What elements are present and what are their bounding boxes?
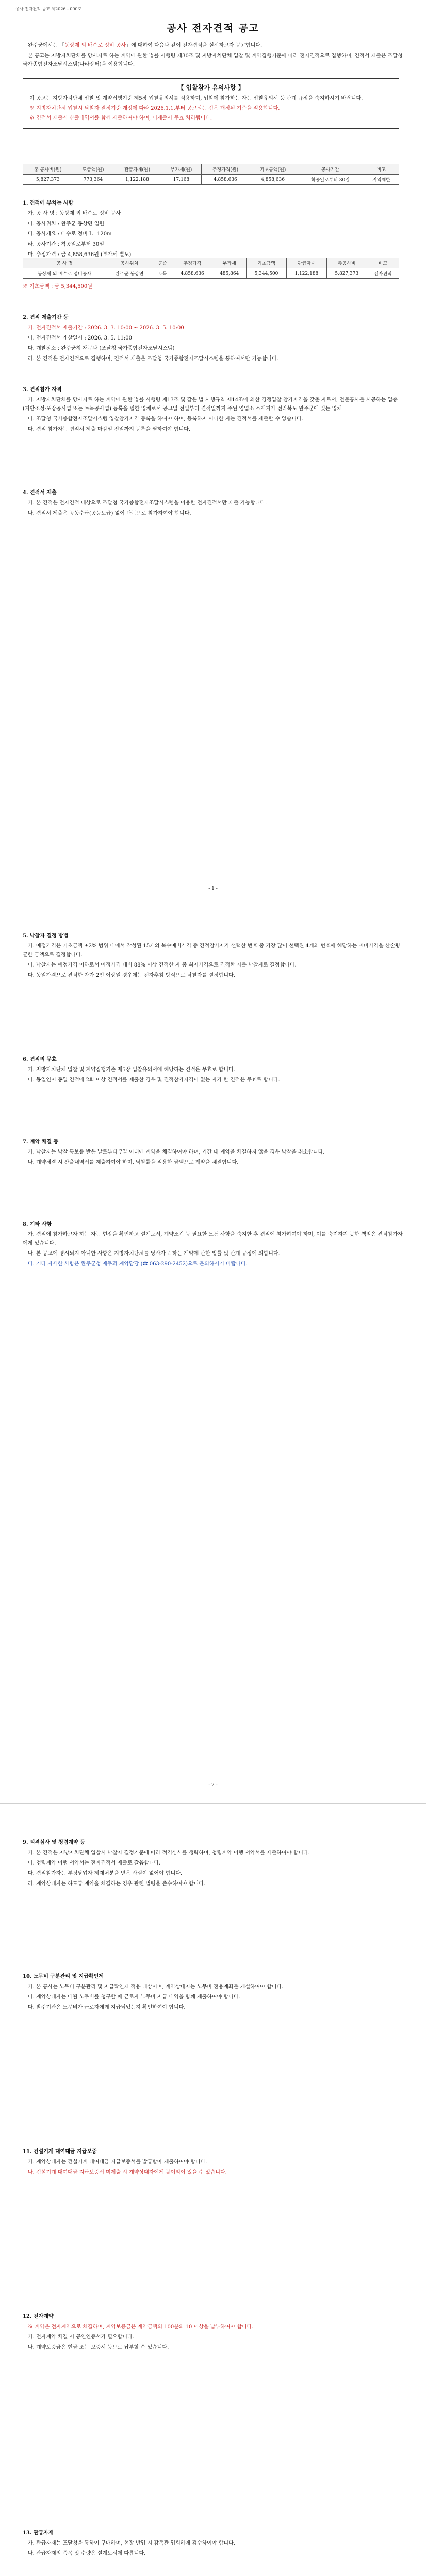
section-4 [23, 484, 403, 519]
table-header: 기초금액(원) [249, 164, 297, 175]
table-header: 총공사비 [326, 258, 367, 268]
section-heading: 7. 계약 체결 등 [23, 1139, 59, 1145]
section-paragraph: 가. 본 견적은 전자견적 대상으로 조달청 국가종합전자조달시스템을 이용한 전자견적서만 제출 가능합니다. [28, 500, 267, 506]
table-cell: 동상제 외 배수로 정비공사 [23, 268, 106, 279]
section-paragraph: 가. 지방자치단체 입찰 및 계약집행기준 제5장 입찰유의서에 해당하는 견적은 무효로 합니다. [28, 1067, 235, 1073]
section-item: 라. 본 견적은 전자견적으로 집행하며, 견적서 제출은 조달청 국가종합전자조달시스템을 통하여서만 가능합니다. [28, 356, 278, 362]
section-item: 다. 개찰장소 : 완주군청 재무과 (조달청 국가종합전자조달시스템) [28, 346, 175, 351]
table-header: 공사기간 [297, 164, 364, 175]
section-heading: 8. 기타 사항 [23, 1222, 52, 1227]
section-1 [23, 195, 403, 261]
table-cell: 4,858,636 [249, 175, 297, 185]
table-cell: 전자견적 [367, 268, 399, 279]
section-paragraph: 라. 계약상대자는 하도급 계약을 체결하는 경우 관련 법령을 준수하여야 합니다. [28, 1881, 206, 1887]
caution-item: 이 공고는 지방자치단체 입찰 및 계약집행기준 제5장 입찰유의서를 적용하며, 입찰에 참가하는 자는 입찰유의서 등 관계 규정을 숙지하시기 바랍니다. [29, 96, 363, 101]
table-cell: 5,344,500 [247, 268, 287, 279]
table-cell: 4,858,636 [202, 175, 249, 185]
section-paragraph: 다. 동일가격으로 견적한 자가 2인 이상일 경우에는 전자추첨 방식으로 낙찰자를 결정합니다. [28, 973, 235, 978]
table-cell: 1,122,188 [286, 268, 326, 279]
project-name-highlight: 동상제 외 배수로 정비 공사 [64, 43, 126, 48]
section-item: 마. 추정가격 : 금 4,858,636원 (부가세 별도) [28, 252, 132, 258]
page-number: - 2 - [208, 1783, 218, 1788]
section-heading: 2. 견적 제출기간 등 [23, 315, 69, 320]
section-13 [23, 2524, 403, 2560]
table-header: 기초금액 [247, 258, 287, 268]
section-paragraph: 나. 본 공고에 명시되지 아니한 사항은 지방자치단체를 당사자로 하는 계약에 관한 법률 및 관계 규정에 의합니다. [28, 1251, 280, 1257]
table-cell: 완주군 동상면 [106, 268, 153, 279]
section-heading: 9. 적격심사 및 청렴계약 등 [23, 1840, 85, 1845]
section-heading: 13. 관급자재 [23, 2530, 54, 2536]
section-paragraph: 가. 견적에 참가하고자 하는 자는 현장을 확인하고 설계도서, 계약조건 등 필요한 모든 사항을 숙지한 후 견적에 참가하여야 하며, 이를 숙지하지 못한 책임은 견적참가자에게 있습니다. [23, 1232, 403, 1246]
section-paragraph: 나. 청렴계약 이행 서약서는 전자견적서 제출로 갈음합니다. [28, 1860, 161, 1866]
table-header: 관급자재(원) [113, 164, 161, 175]
section-item: 나. 공사위치 : 완주군 동상면 일원 [28, 221, 105, 227]
section-item: 라. 공사기간 : 착공일로부터 30일 [28, 242, 104, 247]
table-header: 공 사 명 [23, 258, 106, 268]
section-7 [23, 1133, 403, 1168]
document-header-note: 공사 전자견적 공고 제2026 - 000호 [15, 7, 82, 11]
section-paragraph: 다. 견적참가자는 부정당업자 제재처분을 받은 사실이 없어야 합니다. [28, 1871, 183, 1876]
section-paragraph: 가. 예정가격은 기초금액 ±2% 범위 내에서 작성된 15개의 복수예비가격 중 견적참가자가 선택한 번호 중 가장 많이 선택된 4개의 번호에 해당하는 예비가격을 산술평균한 금액으로 결정합니다. [23, 943, 400, 958]
base-price-note: ※ 기초금액 : 금 5,344,500원 [23, 284, 92, 290]
page-title: 공사 전자견적 공고 [166, 23, 260, 34]
caution-item-red: ※ 견적서 제출시 산출내역서를 함께 제출하여야 하며, 미제출시 무효 처리됩니다. [29, 115, 212, 121]
section-paragraph: 가. 관급자재는 조달청을 통하여 구매하며, 현장 반입 시 감독관 입회하에 검수하여야 합니다. [28, 2540, 235, 2546]
section-paragraph: 가. 전자계약 체결 시 공인인증서가 필요합니다. [28, 2334, 134, 2340]
table-header: 비고 [367, 258, 399, 268]
table-cell: 토목 [153, 268, 172, 279]
caution-box-title: 【 입찰참가 유의사항 】 [177, 84, 244, 91]
section-6 [23, 1051, 403, 1086]
section-3 [23, 381, 403, 435]
intro-section [23, 41, 403, 71]
table-header: 비고 [364, 164, 399, 175]
section-9 [23, 1834, 403, 1890]
caution-item-red: ※ 지방자치단체 입찰시 낙찰자 결정기준 개정에 따라 2026.1.1.부터 공고되는 건은 개정된 기준을 적용합니다. [29, 106, 280, 111]
section-heading: 12. 전자계약 [23, 2314, 54, 2319]
section-5 [23, 927, 403, 981]
project-detail-table [23, 258, 399, 290]
section-paragraph: 나. 계약체결 시 산출내역서를 제출하여야 하며, 낙찰률을 적용한 금액으로 계약을 체결합니다. [28, 1160, 239, 1165]
contact-paragraph: 다. 기타 자세한 사항은 완주군청 재무과 계약담당 (☎ 063-290-2452)으로 문의하시기 바랍니다. [28, 1261, 248, 1267]
section-heading: 11. 건설기계 대여대금 지급보증 [23, 2149, 97, 2155]
page-number: - 1 - [208, 886, 218, 891]
section-2 [23, 309, 403, 365]
table-cell: 5,827,373 [23, 175, 73, 185]
project-summary-table [23, 164, 399, 185]
section-paragraph: 가. 본 견적은 지방자치단체 입찰시 낙찰자 결정기준에 따라 적격심사를 생략하며, 청렴계약 이행 서약서를 제출하여야 합니다. [28, 1850, 310, 1856]
table-cell: 773,364 [73, 175, 113, 185]
table-cell: 17,168 [161, 175, 202, 185]
table-row [23, 175, 399, 185]
contract-red-notice: ※ 계약은 전자계약으로 체결하며, 계약보증금은 계약금액의 100분의 10 이상을 납부하여야 합니다. [28, 2324, 254, 2330]
section-paragraph: 나. 계약상대자는 매월 노무비를 청구할 때 근로자 노무비 지급 내역을 함께 제출하여야 합니다. [28, 1994, 240, 2000]
section-paragraph-red: 나. 건설기계 대여대금 지급보증서 미제출 시 계약상대자에게 불이익이 있을 수 있습니다. [28, 2170, 227, 2175]
section-heading: 5. 낙찰자 결정 방법 [23, 933, 69, 939]
page-1 [0, 21, 426, 35]
section-paragraph: 다. 견적 참가자는 견적서 제출 마감일 전일까지 등록을 필하여야 합니다. [28, 427, 191, 432]
table-cell: 지역제한 [364, 175, 399, 185]
submission-period: 가. 전자견적서 제출기간 : 2026. 3. 3. 10:00 ~ 2026. 3. 5. 10:00 [28, 325, 184, 331]
section-heading: 3. 견적참가 자격 [23, 387, 62, 393]
section-paragraph: 나. 낙찰자는 예정가격 이하로서 예정가격 대비 88% 이상 견적한 자 중 최저가격으로 견적한 자를 낙찰자로 결정합니다. [28, 962, 297, 968]
section-paragraph: 나. 계약보증금은 현금 또는 보증서 등으로 납부할 수 있습니다. [28, 2345, 169, 2350]
table-cell: 5,827,373 [326, 268, 367, 279]
table-header: 도급액(원) [73, 164, 113, 175]
table-cell: 4,858,636 [172, 268, 212, 279]
table-header: 부가세 [212, 258, 247, 268]
section-paragraph: 가. 낙찰자는 낙찰 통보를 받은 날로부터 7일 이내에 계약을 체결하여야 하며, 기간 내 계약을 체결하지 않을 경우 낙찰을 취소합니다. [28, 1149, 325, 1155]
section-paragraph: 다. 발주기관은 노무비가 근로자에게 지급되었는지 확인하여야 합니다. [28, 2005, 186, 2010]
table-cell: 착공일로부터 30일 [297, 175, 364, 185]
section-item: 다. 공사개요 : 배수로 정비 L=120m [28, 231, 112, 237]
table-cell: 1,122,188 [113, 175, 161, 185]
section-paragraph: 가. 본 공사는 노무비 구분관리 및 지급확인제 적용 대상이며, 계약상대자는 노무비 전용계좌를 개설하여야 합니다. [28, 1984, 284, 1990]
table-header: 관급자재 [286, 258, 326, 268]
section-item: 나. 전자견적서 개찰일시 : 2026. 3. 5. 11:00 [28, 335, 132, 341]
section-8 [23, 1216, 403, 1270]
section-item: 가. 공 사 명 : 동상제 외 배수로 정비 공사 [28, 211, 121, 216]
intro-paragraph-2: 본 공고는 지방자치단체를 당사자로 하는 계약에 관한 법률 시행령 제30조 및 지방자치단체 입찰 및 계약집행기준에 따라 전자견적으로 집행하며, 견적서 제출은 조달청 국가종합전자조달시스템(나라장터)을 이용합니다. [23, 53, 403, 67]
table-cell: 485,864 [212, 268, 247, 279]
section-12 [23, 2308, 403, 2353]
table-header: 추정가격 [172, 258, 212, 268]
section-paragraph: 나. 관급자재의 품목 및 수량은 설계도서에 따릅니다. [28, 2551, 146, 2556]
intro-paragraph-1: 완주군에서는 「동상제 외 배수로 정비 공사」에 대하여 다음과 같이 전자견적을 실시하고자 공고합니다. [28, 43, 263, 48]
caution-box [23, 78, 399, 129]
page-divider [0, 1803, 426, 1804]
table-header: 부가세(원) [161, 164, 202, 175]
section-heading: 10. 노무비 구분관리 및 지급확인제 [23, 1974, 104, 1979]
section-10 [23, 1968, 403, 2013]
section-11 [23, 2143, 403, 2178]
table-header: 공사위치 [106, 258, 153, 268]
table-row [23, 268, 399, 279]
section-paragraph: 나. 조달청 국가종합전자조달시스템 입찰참가자격 등록을 하여야 하며, 등록하지 아니한 자는 견적서를 제출할 수 없습니다. [28, 416, 303, 422]
section-paragraph: 가. 지방자치단체를 당사자로 하는 계약에 관한 법률 시행령 제13조 및 같은 법 시행규칙 제14조에 의한 경쟁입찰 참가자격을 갖춘 자로서, 전문공사를 시공하는 업종(지반조성·포장공사업 또는 토목공사업) 등록을 필한 업체로서 공고일 전일부터 견적일까지 주된 영업소 소재지가 전라북도 완주군에 있는 업체 [23, 397, 398, 412]
section-paragraph: 나. 견적서 제출은 공동수급(공동도급) 없이 단독으로 참가하여야 합니다. [28, 511, 191, 516]
table-header: 추정가격(원) [202, 164, 249, 175]
section-heading: 4. 견적서 제출 [23, 490, 57, 496]
table-header: 총 공사비(원) [23, 164, 73, 175]
section-heading: 1. 견적에 부치는 사항 [23, 200, 74, 206]
section-heading: 6. 견적의 무효 [23, 1057, 57, 1062]
section-paragraph: 가. 계약상대자는 건설기계 대여대금 지급보증서를 발급받아 제출하여야 합니다. [28, 2159, 207, 2165]
section-paragraph: 나. 동일인이 동일 견적에 2회 이상 견적서를 제출한 경우 및 견적참가자격이 없는 자가 한 견적은 무효로 합니다. [28, 1077, 280, 1083]
table-header: 공종 [153, 258, 172, 268]
